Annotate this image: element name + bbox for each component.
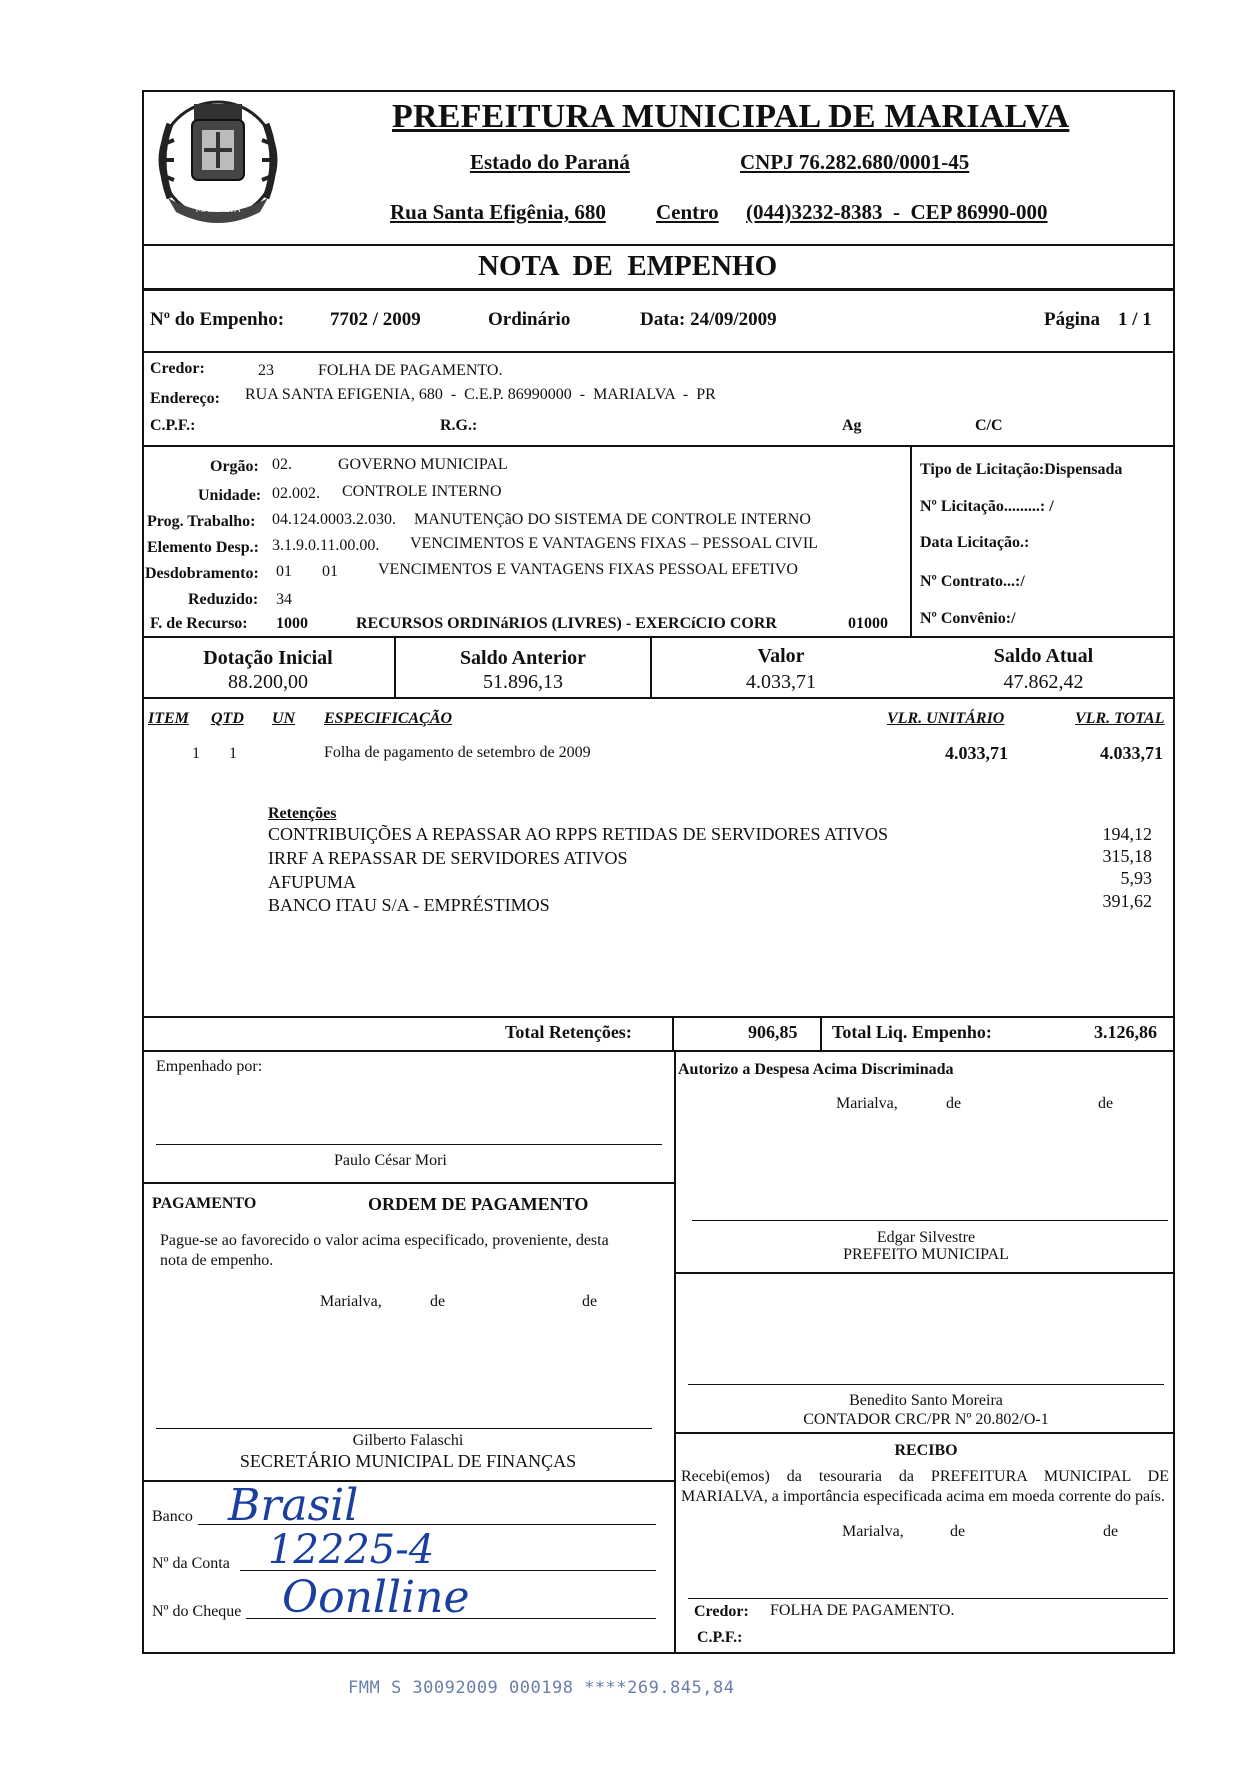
recibo-credor-value: FOLHA DE PAGAMENTO. bbox=[770, 1602, 955, 1619]
dotacao-inicial-label: Dotação Inicial bbox=[203, 647, 333, 669]
page-number: 1 / 1 bbox=[1118, 309, 1152, 330]
retencoes-title: Retenções bbox=[268, 805, 337, 822]
licitacao-tipo: Tipo de Licitação:Dispensada bbox=[920, 461, 1123, 478]
recibo-de-1: de bbox=[950, 1523, 966, 1540]
dotacao-inicial-value: 88.200,00 bbox=[228, 671, 308, 693]
reduzido-code: 34 bbox=[276, 591, 292, 608]
valor-label: Valor bbox=[757, 645, 805, 667]
elemento-code: 3.1.9.0.11.00.00. bbox=[272, 537, 380, 554]
municipal-crest-logo bbox=[148, 94, 288, 232]
pagamento-de-1: de bbox=[430, 1293, 446, 1310]
header-state: Estado do Paraná bbox=[470, 150, 630, 174]
credor-code: 23 bbox=[258, 362, 274, 379]
total-retencoes-label: Total Retenções: bbox=[505, 1022, 632, 1042]
pagamento-city: Marialva, bbox=[320, 1293, 382, 1310]
unidade-code: 02.002. bbox=[272, 485, 320, 502]
item-especificacao: Folha de pagamento de setembro de 2009 bbox=[324, 744, 591, 761]
recurso-label: F. de Recurso: bbox=[150, 615, 248, 632]
recibo-text: Recebi(emos) da tesouraria da PREFEITURA MUNICIPAL DE MARIALVA, a importância especificada acima em moeda corrente do país. bbox=[681, 1468, 1169, 1505]
prog-label: Prog. Trabalho: bbox=[147, 513, 256, 530]
orgao-code: 02. bbox=[272, 456, 292, 473]
ag-label: Ag bbox=[842, 417, 862, 434]
recibo-de-2: de bbox=[1103, 1523, 1119, 1540]
orgao-label: Orgão: bbox=[210, 458, 259, 475]
elemento-desc: VENCIMENTOS E VANTAGENS FIXAS – PESSOAL CIVIL bbox=[410, 535, 818, 552]
retencao-desc: IRRF A REPASSAR DE SERVIDORES ATIVOS bbox=[268, 848, 628, 868]
autorizo-city: Marialva, bbox=[836, 1095, 898, 1112]
pagamento-de-2: de bbox=[582, 1293, 598, 1310]
header-district: Centro bbox=[656, 200, 719, 224]
saldo-anterior-value: 51.896,13 bbox=[483, 671, 563, 693]
col-valor-total: VLR. TOTAL bbox=[1075, 710, 1165, 727]
saldo-atual-value: 47.862,42 bbox=[1003, 671, 1084, 693]
page-title: PREFEITURA MUNICIPAL DE MARIALVA bbox=[392, 98, 1070, 135]
contrato-numero: Nº Contrato...:/ bbox=[920, 573, 1025, 590]
saldo-atual-label: Saldo Atual bbox=[993, 645, 1094, 667]
desdobramento-code-2: 01 bbox=[322, 563, 338, 580]
address-label: Endereço: bbox=[150, 390, 220, 407]
col-un: UN bbox=[272, 710, 296, 727]
contador-name: Benedito Santo Moreira bbox=[849, 1392, 1003, 1409]
empenhado-por-name: Paulo César Mori bbox=[334, 1152, 447, 1169]
unidade-desc: CONTROLE INTERNO bbox=[342, 483, 502, 500]
autorizo-de-2: de bbox=[1098, 1095, 1114, 1112]
prog-desc: MANUTENÇãO DO SISTEMA DE CONTROLE INTERNO bbox=[414, 511, 811, 528]
recibo-credor-label: Credor: bbox=[694, 1603, 749, 1620]
total-liquido-label: Total Liq. Empenho: bbox=[832, 1022, 992, 1042]
credor-name: FOLHA DE PAGAMENTO. bbox=[318, 362, 503, 379]
desdobramento-code-1: 01 bbox=[276, 563, 292, 580]
item-valor-total: 4.033,71 bbox=[1100, 743, 1163, 763]
banco-label: Banco bbox=[152, 1508, 193, 1525]
conta-label: Nº da Conta bbox=[152, 1555, 230, 1572]
total-retencoes-value: 906,85 bbox=[748, 1022, 798, 1042]
credor-label: Credor: bbox=[150, 360, 205, 377]
pagamento-text: Pague-se ao favorecido o valor acima especificado, proveniente, desta nota de empenho. bbox=[160, 1232, 609, 1269]
retencao-desc: BANCO ITAU S/A - EMPRÉSTIMOS bbox=[268, 895, 550, 915]
retencao-value: 5,93 bbox=[1120, 868, 1152, 888]
saldo-anterior-label: Saldo Anterior bbox=[459, 647, 587, 669]
total-liquido-value: 3.126,86 bbox=[1094, 1022, 1157, 1042]
header-cnpj: CNPJ 76.282.680/0001-45 bbox=[740, 150, 970, 174]
retencao-value: 315,18 bbox=[1102, 846, 1152, 866]
autorizo-title: Autorizo a Despesa Acima Discriminada bbox=[678, 1061, 954, 1078]
prefeito-name: Edgar Silvestre bbox=[876, 1229, 976, 1246]
empenho-date: Data: 24/09/2009 bbox=[640, 309, 777, 330]
autorizo-de-1: de bbox=[946, 1095, 962, 1112]
convenio-numero: Nº Convênio:/ bbox=[920, 610, 1016, 627]
retencao-desc: CONTRIBUIÇÕES A REPASSAR AO RPPS RETIDAS DE SERVIDORES ATIVOS bbox=[268, 824, 889, 844]
secretario-role: SECRETÁRIO MUNICIPAL DE FINANÇAS bbox=[239, 1451, 577, 1471]
prefeito-role: PREFEITO MUNICIPAL bbox=[843, 1246, 1009, 1263]
elemento-label: Elemento Desp.: bbox=[147, 539, 259, 556]
item-qtd: 1 bbox=[229, 745, 237, 762]
rg-label: R.G.: bbox=[440, 417, 478, 434]
prog-code: 04.124.0003.2.030. bbox=[272, 511, 396, 528]
recurso-desc: RECURSOS ORDINáRIOS (LIVRES) - EXERCíCIO CORR bbox=[356, 615, 777, 632]
ordem-pagamento-title: ORDEM DE PAGAMENTO bbox=[368, 1194, 589, 1214]
licitacao-data: Data Licitação.: bbox=[920, 534, 1030, 551]
recurso-number: 01000 bbox=[848, 615, 888, 632]
item-number: 1 bbox=[192, 745, 200, 762]
cheque-handwritten: Oonlline bbox=[282, 1572, 470, 1623]
empenho-type: Ordinário bbox=[488, 309, 571, 330]
valor-value: 4.033,71 bbox=[746, 671, 816, 693]
orgao-desc: GOVERNO MUNICIPAL bbox=[338, 456, 508, 473]
retencao-desc: AFUPUMA bbox=[268, 872, 357, 892]
recibo-cpf-label: C.P.F.: bbox=[697, 1629, 743, 1646]
retencao-value: 194,12 bbox=[1102, 824, 1152, 844]
contador-role: CONTADOR CRC/PR Nº 20.802/O-1 bbox=[803, 1411, 1049, 1428]
col-especificacao: ESPECIFICAÇÃO bbox=[324, 710, 453, 727]
recibo-city: Marialva, bbox=[842, 1523, 904, 1540]
cheque-label: Nº do Cheque bbox=[152, 1603, 242, 1620]
item-valor-unitario: 4.033,71 bbox=[945, 743, 1008, 763]
pagamento-label: PAGAMENTO bbox=[152, 1195, 257, 1212]
svg-text:MARIALVA: MARIALVA bbox=[195, 205, 241, 215]
cpf-label: C.P.F.: bbox=[150, 417, 196, 434]
retencao-value: 391,62 bbox=[1102, 891, 1152, 911]
recurso-code: 1000 bbox=[276, 615, 308, 632]
col-valor-unitario: VLR. UNITÁRIO bbox=[887, 710, 1005, 727]
desdobramento-desc: VENCIMENTOS E VANTAGENS FIXAS PESSOAL EFETIVO bbox=[378, 561, 798, 578]
banco-handwritten: Brasil bbox=[228, 1480, 359, 1531]
reduzido-label: Reduzido: bbox=[188, 591, 259, 608]
desdobramento-label: Desdobramento: bbox=[145, 565, 259, 582]
empenhado-por-label: Empenhado por: bbox=[156, 1058, 263, 1075]
credor-address: RUA SANTA EFIGENIA, 680 - C.E.P. 86990000 - MARIALVA - PR bbox=[245, 386, 716, 403]
recibo-title: RECIBO bbox=[894, 1442, 958, 1459]
licitacao-numero: Nº Licitação.........: / bbox=[920, 498, 1054, 515]
secretario-name: Gilberto Falaschi bbox=[352, 1432, 464, 1449]
page-label: Página bbox=[1044, 309, 1100, 330]
conta-handwritten: 12225-4 bbox=[268, 1527, 435, 1573]
header-address: Rua Santa Efigênia, 680 bbox=[390, 200, 606, 224]
header-phone-cep: (044)3232-8383 - CEP 86990-000 bbox=[746, 200, 1048, 224]
document-title: NOTA DE EMPENHO bbox=[478, 250, 778, 282]
col-item: ITEM bbox=[148, 710, 189, 727]
cc-label: C/C bbox=[975, 417, 1003, 434]
unidade-label: Unidade: bbox=[198, 487, 262, 504]
machine-stamp: FMM S 30092009 000198 ****269.845,84 bbox=[348, 1678, 735, 1698]
empenho-number: 7702 / 2009 bbox=[330, 309, 421, 330]
empenho-label: Nº do Empenho: bbox=[150, 309, 285, 330]
col-qtd: QTD bbox=[211, 710, 244, 727]
